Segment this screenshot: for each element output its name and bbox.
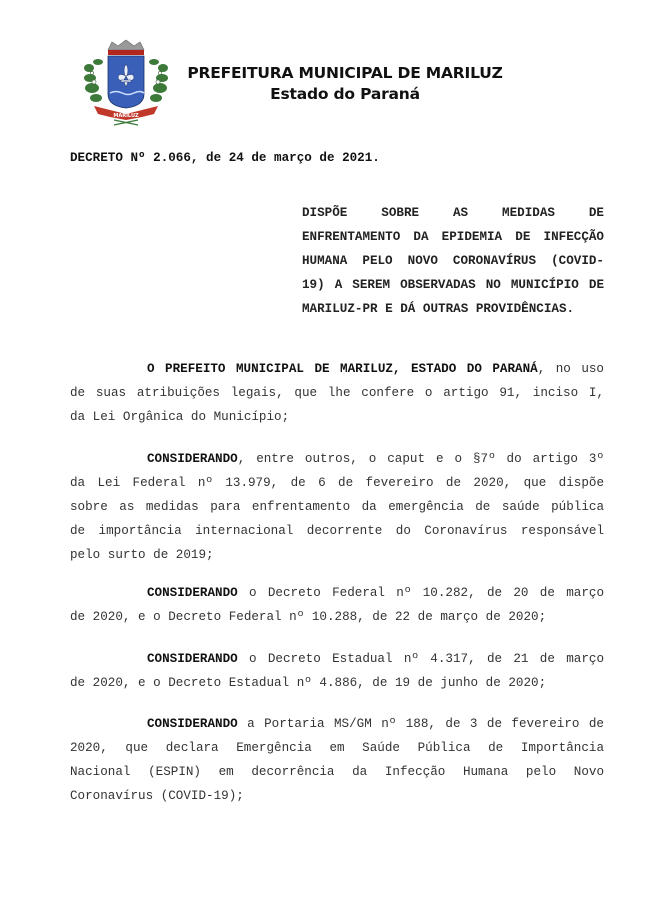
paragraph-line: sobre as medidas para enfrentamento da emergência de saúde pública — [70, 500, 604, 514]
considerando-paragraph — [70, 712, 604, 808]
paragraph-line: pelo surto de 2019; — [70, 548, 214, 562]
paragraph-line: de 2020, e o Decreto Federal nº 10.288, de 22 de março de 2020; — [70, 610, 547, 624]
paragraph-line: de suas atribuições legais, que lhe confere o artigo 91, inciso I, — [70, 386, 604, 400]
ementa-line: DISPÕE SOBRE AS MEDIDAS DE — [302, 206, 604, 220]
considerando-paragraph — [70, 647, 604, 695]
paragraph-line: Nacional (ESPIN) em decorrência da Infecção Humana pelo Novo — [70, 765, 604, 779]
considerando-label: CONSIDERANDO — [147, 717, 238, 731]
paragraph-text: o Decreto Federal nº 10.282, de 20 de março — [237, 586, 604, 600]
considerando-paragraph — [70, 447, 604, 567]
paragraph-line: de 2020, e o Decreto Estadual nº 4.886, de 19 de junho de 2020; — [70, 676, 547, 690]
coat-of-arms-icon — [80, 36, 172, 126]
considerando-label: CONSIDERANDO — [147, 452, 238, 466]
considerando-label: CONSIDERANDO — [147, 586, 238, 600]
paragraph-line: 2020, que declara Emergência em Saúde Pública de Importância — [70, 741, 604, 755]
paragraph-text: a Portaria MS/GM nº 188, de 3 de fevereiro de — [237, 717, 604, 731]
considerando-paragraph — [70, 581, 604, 629]
paragraph-text: o Decreto Estadual nº 4.317, de 21 de março — [237, 652, 604, 666]
svg-text:MARILUZ: MARILUZ — [113, 113, 139, 119]
paragraph-text: , no uso — [537, 362, 604, 376]
considerando-label: CONSIDERANDO — [147, 652, 238, 666]
paragraph-line: da Lei Orgânica do Município; — [70, 410, 290, 424]
paragraph-line: de importância internacional decorrente do Coronavírus responsável — [70, 524, 604, 538]
paragraph-line: Coronavírus (COVID-19); — [70, 789, 244, 803]
ementa-line: ENFRENTAMENTO DA EPIDEMIA DE INFECÇÃO — [302, 230, 604, 244]
ementa-line: 19) A SEREM OBSERVADAS NO MUNICÍPIO DE — [302, 278, 604, 292]
header-subtitle: Estado do Paraná — [270, 85, 420, 103]
decree-ementa — [302, 201, 604, 321]
ementa-line: HUMANA PELO NOVO CORONAVÍRUS (COVID- — [302, 254, 604, 268]
header-title: PREFEITURA MUNICIPAL DE MARILUZ — [187, 64, 503, 82]
paragraph-text: , entre outros, o caput e o §7º do artigo 3º — [237, 452, 604, 466]
municipal-header — [180, 63, 510, 105]
preamble-paragraph — [70, 357, 604, 429]
mayor-heading: O PREFEITO MUNICIPAL DE MARILUZ, ESTADO DO PARANÁ — [147, 362, 538, 376]
decree-title: DECRETO Nº 2.066, de 24 de março de 2021. — [70, 151, 380, 165]
paragraph-line: da Lei Federal nº 13.979, de 6 de fevereiro de 2020, que dispõe — [70, 476, 604, 490]
ementa-line: MARILUZ-PR E DÁ OUTRAS PROVIDÊNCIAS. — [302, 302, 575, 316]
